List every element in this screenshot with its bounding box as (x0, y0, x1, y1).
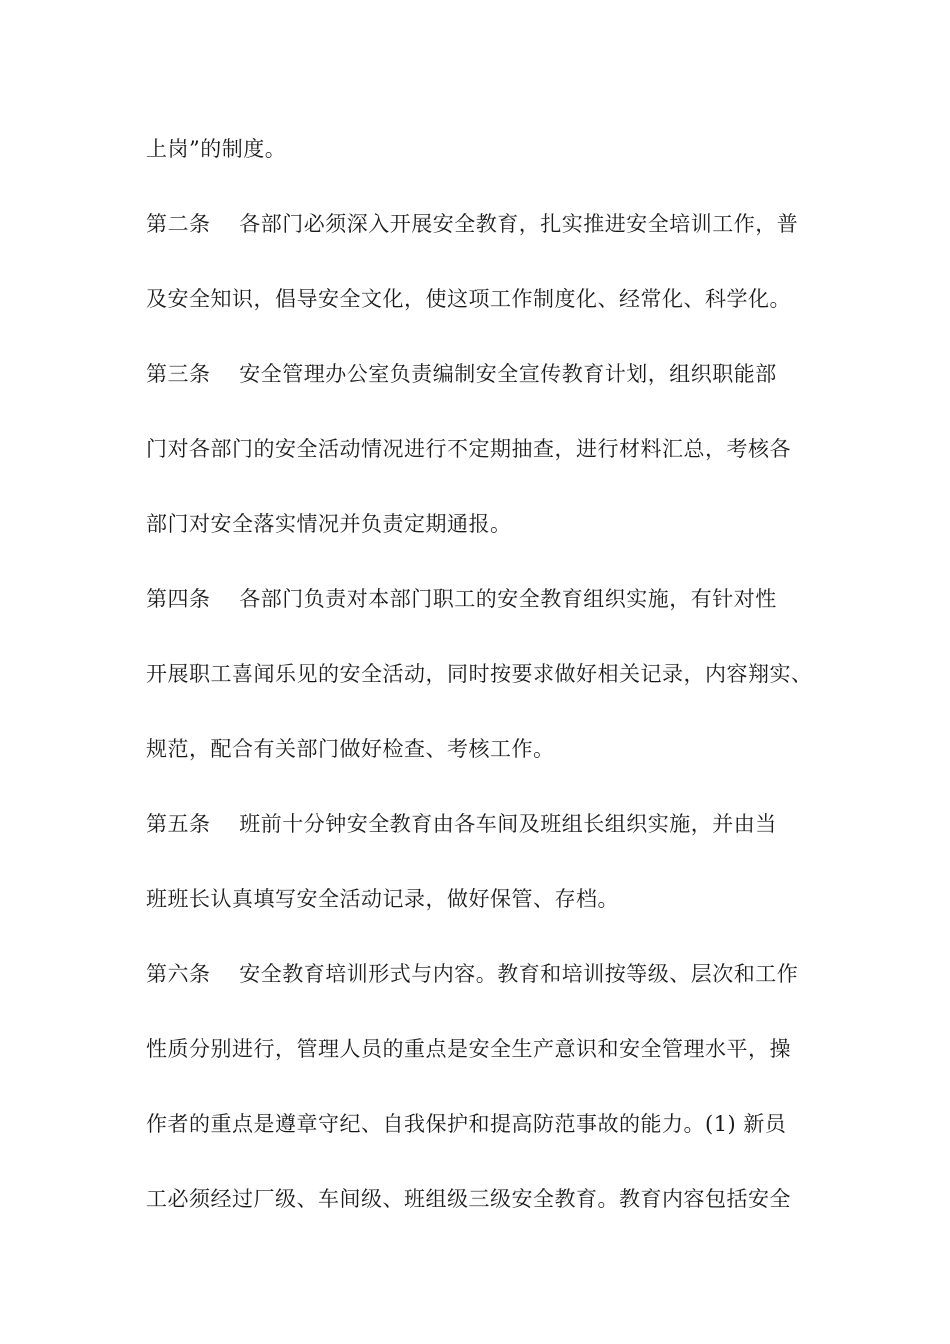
text-line: 第二条 各部门必须深入开展安全教育，扎实推进安全培训工作，普 (146, 212, 799, 236)
text-line: 门对各部门的安全活动情况进行不定期抽查，进行材料汇总，考核各 (146, 437, 791, 461)
text-line: 第五条 班前十分钟安全教育由各车间及班组长组织实施，并由当 (146, 812, 777, 836)
text-line: 工必须经过厂级、车间级、班组级三级安全教育。教育内容包括安全 (146, 1187, 791, 1211)
text-line: 班班长认真填写安全活动记录，做好保管、存档。 (146, 887, 619, 911)
text-line: 第四条 各部门负责对本部门职工的安全教育组织实施，有针对性 (146, 587, 777, 611)
text-line: 性质分别进行，管理人员的重点是安全生产意识和安全管理水平，操 (146, 1037, 791, 1061)
text-line: 第三条 安全管理办公室负责编制安全宣传教育计划，组织职能部 (146, 362, 777, 386)
text-line: 第六条 安全教育培训形式与内容。教育和培训按等级、层次和工作 (146, 962, 799, 986)
text-line: 开展职工喜闻乐见的安全活动，同时按要求做好相关记录，内容翔实、 (146, 662, 813, 686)
text-line: 及安全知识，倡导安全文化，使这项工作制度化、经常化、科学化。 (146, 287, 791, 311)
text-line: 作者的重点是遵章守纪、自我保护和提高防范事故的能力。(1) 新员 (146, 1112, 787, 1136)
text-line: 上岗”的制度。 (146, 137, 287, 161)
text-line: 部门对安全落实情况并负责定期通报。 (146, 512, 512, 536)
text-line: 规范，配合有关部门做好检查、考核工作。 (146, 737, 555, 761)
